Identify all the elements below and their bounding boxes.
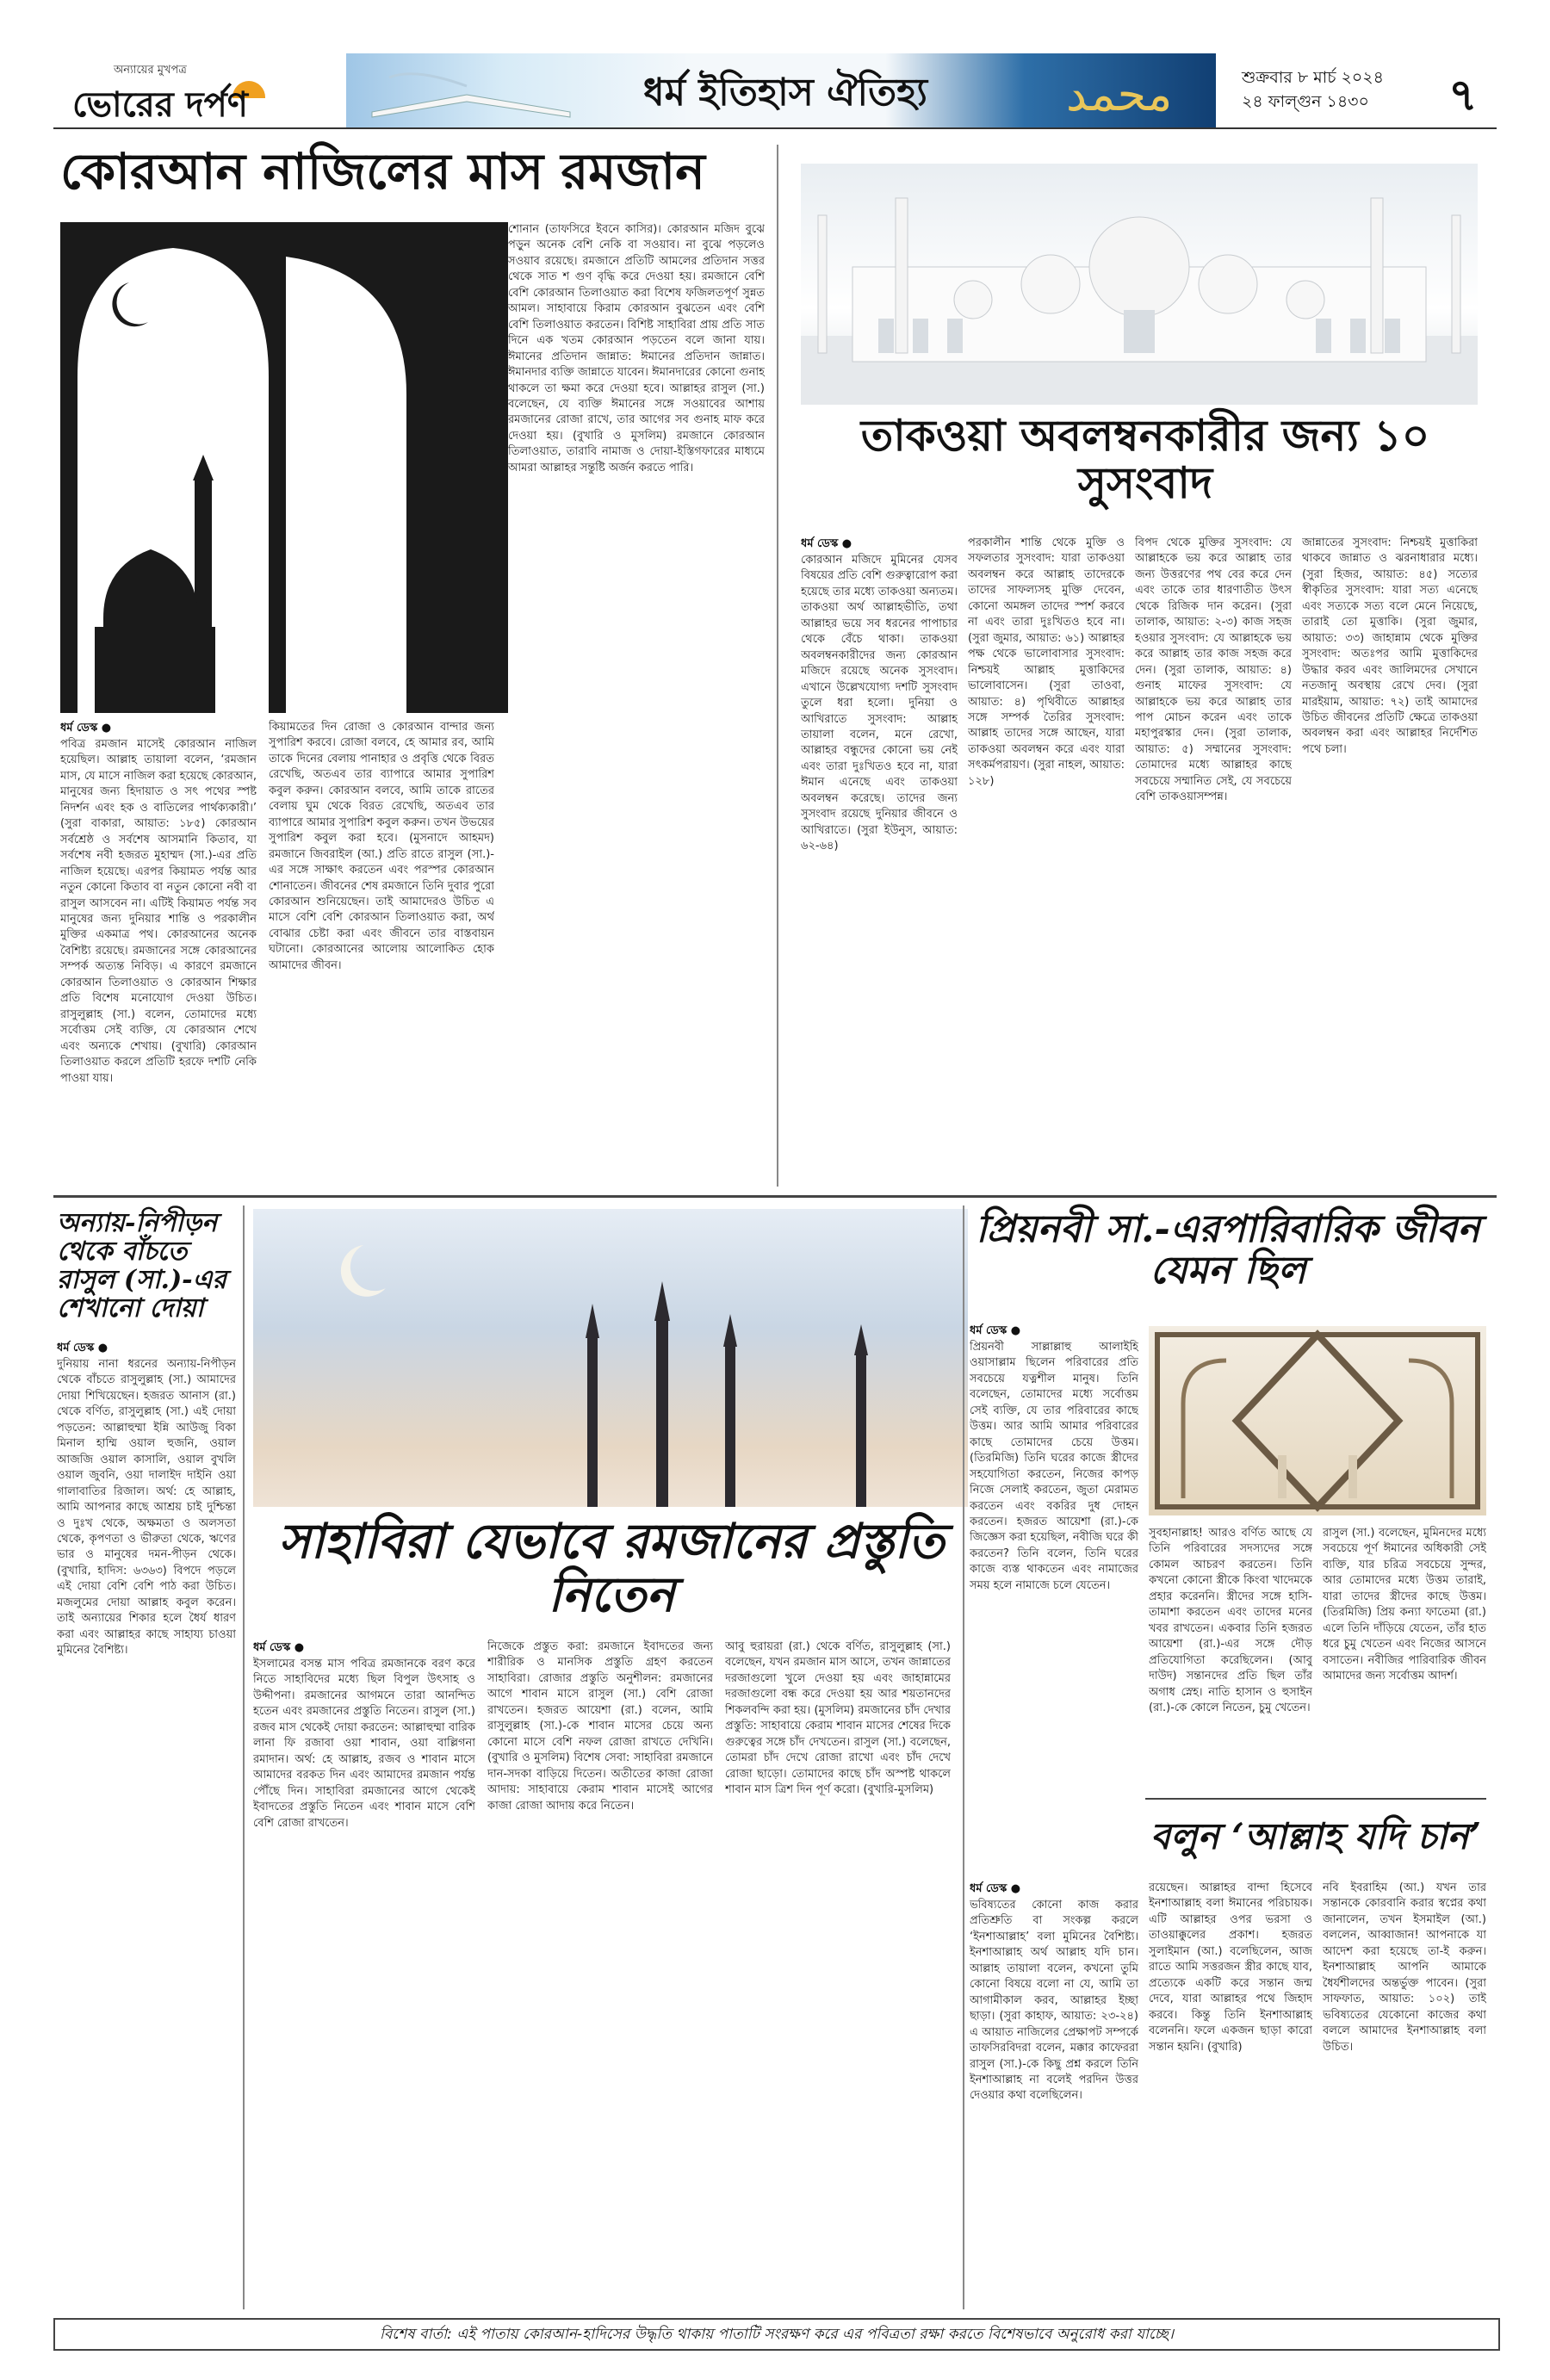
logo-tagline: অন্যায়ের মুখপত্র bbox=[114, 64, 187, 77]
article2-byline: ধর্ম ডেস্ক ● bbox=[801, 537, 852, 550]
calligraphy-text: محمد bbox=[1066, 67, 1173, 121]
column-divider bbox=[777, 145, 778, 1187]
article2-col4: জান্নাতের সুসংবাদ: নিশ্চয়ই মুত্তাকিরা থাকবে জান্নাত ও ঝরনাধারার মধ্যে। (সুরা হিজর, আয়াত: ৪৫) সত্যের স্বীকৃতির সুসংবাদ: যারা সত্য এনেছে এবং সত্যকে সত্য বলে মেনে নিয়েছে, তারাই তো মুত্তাকি। (সুরা জুমার, আয়াত: ৩৩) জাহান্নাম থেকে মুক্তির সুসংবাদ: অতঃপর আমি মুত্তাকিদের উদ্ধার করব এবং জালিমদের সেখানে নতজানু অবস্থায় রেখে দেব। (সুরা মারইয়াম, আয়াত: ৭২) তাই আমাদের উচিত জীবনের প্রতিটি ক্ষেত্রে তাকওয়া অবলম্বন করা এবং আল্লাহর নির্দেশিত পথে চলা। bbox=[1302, 536, 1478, 756]
section-divider bbox=[53, 1195, 1497, 1198]
mosque-domes-icon bbox=[801, 164, 1478, 405]
article1-byline: ধর্ম ডেস্ক ● bbox=[60, 722, 112, 734]
article4-col1: ইসলামের বসন্ত মাস পবিত্র রমজানকে বরণ করে নিতে সাহাবিদের মধ্যে ছিল বিপুল উৎসাহ ও উদ্দীপনা। রমজানের আগমনে তারা আনন্দিত হতেন এবং রমজানের প্রস্তুতি নিতেন। রাসুল (সা.) রজব মাস থেকেই দোয়া করতেন: আল্লাহুম্মা বারিক লানা ফি রজাবা ওয়া শাবান, ওয়া বাল্লিগনা রমাদান। অর্থ: হে আল্লাহ, রজব ও শাবান মাসে আমাদের বরকত দিন এবং আমাদের রমজান পর্যন্ত পৌঁছে দিন। সাহাবিরা রমজানের আগে থেকেই ইবাদতের প্রস্তুতি নিতেন এবং শাবান মাসে বেশি বেশি রোজা রাখতেন। bbox=[253, 1658, 475, 1830]
mosque-arch-photo bbox=[1149, 1326, 1486, 1515]
section-title: ধর্ম ইতিহাস ঐতিহ্য bbox=[643, 71, 927, 115]
mosque-arch-icon bbox=[60, 222, 286, 713]
moon-minaret-photo bbox=[253, 1209, 968, 1507]
article1-headline[interactable]: কোরআন নাজিলের মাস রমজান bbox=[60, 142, 705, 201]
article4-byline: ধর্ম ডেস্ক ● bbox=[253, 1641, 305, 1654]
article2-headline[interactable]: তাকওয়া অবলম্বনকারীর জন্য ১০ সুসংবাদ bbox=[860, 410, 1430, 508]
article1-col1: পবিত্র রমজান মাসেই কোরআন নাজিল হয়েছিল। আল্লাহ তায়ালা বলেন, ‘রমজান মাস, যে মাসে নাজিল করা হয়েছে কোরআন, মানুষের জন্য হিদায়াত ও সৎ পথের স্পষ্ট নিদর্শন এবং হক ও বাতিলের পার্থক্যকারী।’ (সুরা বাকারা, আয়াত: ১৮৫) কোরআন সর্বশ্রেষ্ঠ ও সর্বশেষ আসমানি কিতাব, যা সর্বশেষ নবী হজরত মুহাম্মদ (সা.)-এর প্রতি নাজিল হয়েছে। এরপর কিয়ামত পর্যন্ত আর নতুন কোনো কিতাব বা নতুন কোনো নবী বা রাসুল আসবেন না। এটিই কিয়ামত পর্যন্ত সব মানুষের জন্য দুনিয়ার শান্তি ও পরকালীন মুক্তির একমাত্র পথ। কোরআনের অনেক বৈশিষ্ট্য রয়েছে। রমজানের সঙ্গে কোরআনের সম্পর্ক অত্যন্ত নিবিড়। এ কারণে রমজানে কোরআন তিলাওয়াত ও কোরআন শিক্ষার প্রতি বিশেষ মনোযোগ দেওয়া উচিত। রাসুলুল্লাহ (সা.) বলেন, তোমাদের মধ্যে সর্বোত্তম সেই ব্যক্তি, যে কোরআন শেখে এবং অন্যকে শেখায়। (বুখারি) কোরআন তিলাওয়াত করলে প্রতিটি হরফে দশটি নেকি পাওয়া যায়। bbox=[60, 738, 257, 1085]
article4-col3: আবু হুরায়রা (রা.) থেকে বর্ণিত, রাসুলুল্লাহ (সা.) বলেছেন, যখন রমজান মাস আসে, তখন জান্নাতের দরজাগুলো খুলে দেওয়া হয় এবং জাহান্নামের দরজাগুলো বন্ধ করে দেওয়া হয় আর শয়তানদের শিকলবন্দি করা হয়। (মুসলিম) রমজানের চাঁদ দেখার প্রস্তুতি: সাহাবায়ে কেরাম শাবান মাসের শেষের দিকে গুরুত্বের সঙ্গে চাঁদ দেখতেন। রাসুল (সা.) বলেছেন, তোমরা চাঁদ দেখে রোজা রাখো এবং চাঁদ দেখে রোজা ছাড়ো। তোমাদের কাছে চাঁদ অস্পষ্ট থাকলে শাবান মাস ত্রিশ দিন পূর্ণ করো। (বুখারি-মুসলিম) bbox=[725, 1640, 951, 1797]
article2-col1: কোরআন মজিদে মুমিনের যেসব বিষয়ের প্রতি বেশি গুরুত্বারোপ করা হয়েছে তার মধ্যে তাকওয়া অন্যতম। তাকওয়া অর্থ আল্লাহভীতি, তথা আল্লাহর ভয়ে সব ধরনের পাপাচার থেকে বেঁচে থাকা। তাকওয়া অবলম্বনকারীদের জন্য কোরআন মজিদে রয়েছে অনেক সুসংবাদ। এখানে উল্লেখযোগ্য দশটি সুসংবাদ তুলে ধরা হলো। দুনিয়া ও আখিরাতে সুসংবাদ: আল্লাহ তায়ালা বলেন, মনে রেখো, আল্লাহর বন্ধুদের কোনো ভয় নেই এবং তারা দুঃখিতও হবে না, যারা ঈমান এনেছে এবং তাকওয়া অবলম্বন করেছে। তাদের জন্য সুসংবাদ রয়েছে দুনিয়ার জীবনে ও আখিরাতে। (সুরা ইউনুস, আয়াত: ৬২-৬৪) bbox=[801, 554, 958, 853]
footer-notice: বিশেষ বার্তা: এই পাতায় কোরআন-হাদিসের উদ্ধৃতি থাকায় পাতাটি সংরক্ষণ করে এর পবিত্রতা রক্ষা করতে বিশেষভাবে অনুরোধ করা যাচ্ছে। bbox=[53, 2318, 1500, 2351]
article2-col2: পরকালীন শান্তি থেকে মুক্তি ও সফলতার সুসংবাদ: যারা তাকওয়া অবলম্বন করে আল্লাহ তাদেরকে তাদের সাফল্যসহ মুক্তি দেবেন, কোনো অমঙ্গল তাদের স্পর্শ করবে না এবং তারা দুঃখিতও হবে না। (সুরা জুমার, আয়াত: ৬১) আল্লাহর পক্ষ থেকে ভালোবাসার সুসংবাদ: নিশ্চয়ই আল্লাহ মুত্তাকিদের ভালোবাসেন। (সুরা তাওবা, আয়াত: ৪) পৃথিবীতে আল্লাহর সঙ্গে সম্পর্ক তৈরির সুসংবাদ: আল্লাহ তাদের সঙ্গে আছেন, যারা তাকওয়া অবলম্বন করে এবং যারা সৎকর্মপরায়ণ। (সুরা নাহল, আয়াত: ১২৮) bbox=[968, 536, 1125, 788]
article4-headline[interactable]: সাহাবিরা যেভাবে রমজানের প্রস্তুতি নিতেন bbox=[278, 1513, 945, 1623]
date-bangla: ২৪ ফাল্গুন ১৪৩০ bbox=[1242, 92, 1369, 111]
article4-col2: নিজেকে প্রস্তুত করা: রমজানে ইবাদতের জন্য শারীরিক ও মানসিক প্রস্তুতি গ্রহণ করতেন সাহাবিরা। রোজার প্রস্তুতি অনুশীলন: রমজানের আগে শাবান মাসে রাসুল (সা.) বেশি রোজা রাখতেন। হজরত আয়েশা (রা.) বলেন, আমি রাসুলুল্লাহ (সা.)-কে শাবান মাসের চেয়ে অন্য কোনো মাসে বেশি নফল রোজা রাখতে দেখিনি। (বুখারি ও মুসলিম) বিশেষ সেবা: সাহাবিরা রমজানে দান-সদকা বাড়িয়ে দিতেন। অতীতের কাজা রোজা আদায়: সাহাবায়ে কেরাম শাবান মাসেই আগের কাজা রোজা আদায় করে নিতেন। bbox=[487, 1640, 713, 1813]
logo-text: ভোরের দর্পণ bbox=[72, 84, 248, 125]
article1-col3: শোনান (তাফসিরে ইবনে কাসির)। কোরআন মজিদ বুঝে পড়ুন অনেক বেশি নেকি বা সওয়াব। না বুঝে পড়লেও সওয়াব রয়েছে। রমজানে প্রতিটি আমলের প্রতিদান সত্তর থেকে সাত শ গুণ বৃদ্ধি করে দেওয়া হয়। রমজানে বেশি বেশি কোরআন তিলাওয়াত করা বিশেষ ফজিলতপূর্ণ সুন্নত আমল। সাহাবায়ে কিরাম কোরআন বুঝতেন এবং বেশি বেশি তিলাওয়াত করতেন। বিশিষ্ট সাহাবিরা প্রায় প্রতি সাত দিনে এক খতম কোরআন পড়তেন বলে জানা যায়। ঈমানের প্রতিদান জান্নাত: ঈমানের প্রতিদান জান্নাত। ঈমানদার ব্যক্তি জান্নাতে যাবেন। ঈমানদারের কোনো গুনাহ থাকলে তা ক্ষমা করে দেওয়া হবে। আল্লাহর রাসুল (সা.) বলেছেন, যে ব্যক্তি ঈমানের সঙ্গে সওয়াবের আশায় রমজানের রোজা রাখে, তার আগের সব গুনাহ মাফ করে দেওয়া হয়। (বুখারি ও মুসলিম) রমজানে কোরআন তিলাওয়াত, তারাবি নামাজ ও দোয়া-ইস্তিগফারের মাধ্যমে আমরা আল্লাহর সন্তুষ্টি অর্জন করতে পারি। bbox=[508, 222, 765, 1178]
article6-headline[interactable]: বলুন ‘আল্লাহ যদি চান’ bbox=[1150, 1815, 1482, 1857]
article5-col2: সুবহানাল্লাহ! আরও বর্ণিত আছে যে তিনি পরিবারের সদস্যদের সঙ্গে কোমল আচরণ করতেন। তিনি কখনো কোনো স্ত্রীকে কিংবা খাদেমকে প্রহার করেননি। স্ত্রীদের সঙ্গে হাসি-তামাশা করতেন এবং তাদের মনের খবর রাখতেন। একবার তিনি হজরত আয়েশা (রা.)-এর সঙ্গে দৌড় প্রতিযোগিতা করেছিলেন। (আবু দাউদ) সন্তানদের প্রতি ছিল তাঁর অগাধ স্নেহ। নাতি হাসান ও হুসাইন (রা.)-কে কোলে নিতেন, চুমু খেতেন। bbox=[1149, 1527, 1312, 1714]
book-icon bbox=[363, 60, 579, 121]
article6-col3: নবি ইবরাহিম (আ.) যখন তার সন্তানকে কোরবানি করার স্বপ্নের কথা জানালেন, তখন ইসমাইল (আ.) বললেন, আব্বাজান! আপনাকে যা আদেশ করা হয়েছে তা-ই করুন। ইনশাআল্লাহ আপনি আমাকে ধৈর্যশীলদের অন্তর্ভুক্ত পাবেন। (সুরা সাফফাত, আয়াত: ১০২) তাই ভবিষ্যতের যেকোনো কাজের কথা বললে আমাদের ইনশাআল্লাহ বলা উচিত। bbox=[1323, 1881, 1486, 2054]
article3-byline: ধর্ম ডেস্ক ● bbox=[57, 1342, 108, 1354]
column-divider-3 bbox=[963, 1205, 964, 2309]
page-number: ৭ bbox=[1448, 69, 1478, 121]
article6-col2: রয়েছেন। আল্লাহর বান্দা হিসেবে ইনশাআল্লাহ বলা ঈমানের পরিচায়ক। এটি আল্লাহর ওপর ভরসা ও তাওয়াক্কুলের প্রকাশ। হজরত সুলাইমান (আ.) বলেছিলেন, আজ রাতে আমি সত্তরজন স্ত্রীর কাছে যাব, প্রত্যেকে একটি করে সন্তান জন্ম দেবে, যারা আল্লাহর পথে জিহাদ করবে। কিন্তু তিনি ইনশাআল্লাহ বলেননি। ফলে একজন ছাড়া কারো সন্তান হয়নি। (বুখারি) bbox=[1149, 1881, 1312, 2054]
grand-mosque-photo bbox=[801, 164, 1478, 405]
mosque-frame-illustration bbox=[60, 222, 286, 713]
crescent-moon-icon bbox=[253, 1209, 968, 1507]
article6-col1: ভবিষ্যতের কোনো কাজ করার প্রতিশ্রুতি বা সংকল্প করলে ‘ইনশাআল্লাহ’ বলা মুমিনের বৈশিষ্ট্য। ইনশাআল্লাহ অর্থ আল্লাহ যদি চান। আল্লাহ তায়ালা বলেন, কখনো তুমি কোনো বিষয়ে বলো না যে, আমি তা আগামীকাল করব, আল্লাহর ইচ্ছা ছাড়া। (সুরা কাহাফ, আয়াত: ২৩-২৪) এ আয়াত নাজিলের প্রেক্ষাপট সম্পর্কে তাফসিরবিদরা বলেন, মক্কার কাফেররা রাসুল (সা.)-কে কিছু প্রশ্ন করলে তিনি ইনশাআল্লাহ না বলেই পরদিন উত্তর দেওয়ার কথা বলেছিলেন। bbox=[970, 1899, 1138, 2103]
article3-headline[interactable]: অন্যায়-নিপীড়ন থেকে বাঁচতে রাসুল (সা.)-এর শেখানো দোয়া bbox=[57, 1208, 226, 1323]
arch-pattern-icon bbox=[1149, 1326, 1486, 1515]
article2-col3: বিপদ থেকে মুক্তির সুসংবাদ: যে আল্লাহকে ভয় করে আল্লাহ তার জন্য উত্তরণের পথ বের করে দেন এবং তাকে তার ধারণাতীত উৎস থেকে রিজিক দান করেন। (সুরা তালাক, আয়াত: ২-৩) কাজ সহজ হওয়ার সুসংবাদ: যে আল্লাহকে ভয় করে আল্লাহ তার কাজ সহজ করে দেন। (সুরা তালাক, আয়াত: ৪) গুনাহ মাফের সুসংবাদ: যে আল্লাহকে ভয় করে আল্লাহ তার পাপ মোচন করেন এবং তাকে মহাপুরস্কার দেন। (সুরা তালাক, আয়াত: ৫) সম্মানের সুসংবাদ: তোমাদের মধ্যে আল্লাহর কাছে সবচেয়ে সম্মানিত সেই, যে সবচেয়ে বেশি তাকওয়াসম্পন্ন। bbox=[1135, 536, 1292, 804]
article5-col1: প্রিয়নবী সাল্লাল্লাহু আলাইহি ওয়াসাল্লাম ছিলেন পরিবারের প্রতি সবচেয়ে যত্নশীল মানুষ। তিনি বলেছেন, তোমাদের মধ্যে সর্বোত্তম সেই ব্যক্তি, যে তার পরিবারের কাছে উত্তম। আর আমি আমার পরিবারের কাছে তোমাদের চেয়ে উত্তম। (তিরমিজি) তিনি ঘরের কাজে স্ত্রীদের সহযোগিতা করতেন, নিজের কাপড় নিজে সেলাই করতেন, জুতা মেরামত করতেন এবং বকরির দুধ দোহন করতেন। হজরত আয়েশা (রা.)-কে জিজ্ঞেস করা হয়েছিল, নবীজি ঘরে কী করতেন? তিনি বলেন, তিনি ঘরের কাজে ব্যস্ত থাকতেন এবং নামাজের সময় হলে নামাজে চলে যেতেন। bbox=[970, 1341, 1138, 1592]
article6-divider bbox=[1145, 1798, 1486, 1800]
article5-col3: রাসুল (সা.) বলেছেন, মুমিনদের মধ্যে সবচেয়ে পূর্ণ ঈমানের অধিকারী সেই ব্যক্তি, যার চরিত্র সবচেয়ে সুন্দর, আর তোমাদের মধ্যে উত্তম তারাই, যারা তাদের স্ত্রীদের কাছে উত্তম। (তিরমিজি) প্রিয় কন্যা ফাতেমা (রা.) এলে তিনি দাঁড়িয়ে যেতেন, তাঁর হাত ধরে চুমু খেতেন এবং নিজের আসনে বসাতেন। নবীজির পারিবারিক জীবন আমাদের জন্য সর্বোত্তম আদর্শ। bbox=[1323, 1527, 1486, 1683]
column-divider-2 bbox=[243, 1205, 245, 2309]
page-header bbox=[53, 53, 1497, 129]
article3-body: দুনিয়ায় নানা ধরনের অন্যায়-নিপীড়ন থেকে বাঁচতে রাসুলুল্লাহ (সা.) আমাদের দোয়া শিখিয়েছেন। হজরত আনাস (রা.) থেকে বর্ণিত, রাসুলুল্লাহ (সা.) এই দোয়া পড়তেন: আল্লাহুম্মা ইন্নি আউজু বিকা মিনাল হাম্মি ওয়াল হুজনি, ওয়াল আজজি ওয়াল কাসালি, ওয়াল বুখলি ওয়াল জুবনি, ওয়া দালাইদ দাইনি ওয়া গালাবাতির রিজাল। অর্থ: হে আল্লাহ, আমি আপনার কাছে আশ্রয় চাই দুশ্চিন্তা ও দুঃখ থেকে, অক্ষমতা ও অলসতা থেকে, কৃপণতা ও ভীরুতা থেকে, ঋণের ভার ও মানুষের দমন-পীড়ন থেকে। (বুখারি, হাদিস: ৬৩৬৩) বিপদে পড়লে এই দোয়া বেশি বেশি পাঠ করা উচিত। মজলুমের দোয়া আল্লাহ কবুল করেন। তাই অন্যায়ের শিকার হলে ধৈর্য ধারণ করা এবং আল্লাহর কাছে সাহায্য চাওয়া মুমিনের বৈশিষ্ট্য। bbox=[57, 1358, 236, 1658]
section-banner bbox=[346, 53, 1216, 127]
article6-byline: ধর্ম ডেস্ক ● bbox=[970, 1882, 1021, 1895]
masthead-logo[interactable] bbox=[53, 59, 338, 125]
date-gregorian: শুক্রবার ৮ মার্চ ২০২৪ bbox=[1242, 68, 1384, 87]
article5-headline[interactable]: প্রিয়নবী সা.-এরপারিবারিক জীবন যেমন ছিল bbox=[976, 1207, 1480, 1293]
article1-col2: কিয়ামতের দিন রোজা ও কোরআন বান্দার জন্য সুপারিশ করবে। রোজা বলবে, হে আমার রব, আমি তাকে দিনের বেলায় পানাহার ও প্রবৃত্তি থেকে বিরত রেখেছি, অতএব তার ব্যাপারে আমার সুপারিশ কবুল করুন। কোরআন বলবে, আমি তাকে রাতের বেলায় ঘুম থেকে বিরত রেখেছি, অতএব তার ব্যাপারে আমার সুপারিশ কবুল করুন। তখন উভয়ের সুপারিশ কবুল করা হবে। (মুসনাদে আহমদ) রমজানে জিবরাইল (আ.) প্রতি রাতে রাসুল (সা.)-এর সঙ্গে সাক্ষাৎ করতেন এবং পরস্পর কোরআন শোনাতেন। জীবনের শেষ রমজানে তিনি দুবার পুরো কোরআন শুনিয়েছেন। তাই আমাদেরও উচিত এ মাসে বেশি বেশি কোরআন তিলাওয়াত করা, অর্থ বোঝার চেষ্টা করা এবং জীবনে তার বাস্তবায়ন ঘটানো। কোরআনের আলোয় আলোকিত হোক আমাদের জীবন। bbox=[269, 721, 494, 972]
article5-byline: ধর্ম ডেস্ক ● bbox=[970, 1324, 1021, 1337]
